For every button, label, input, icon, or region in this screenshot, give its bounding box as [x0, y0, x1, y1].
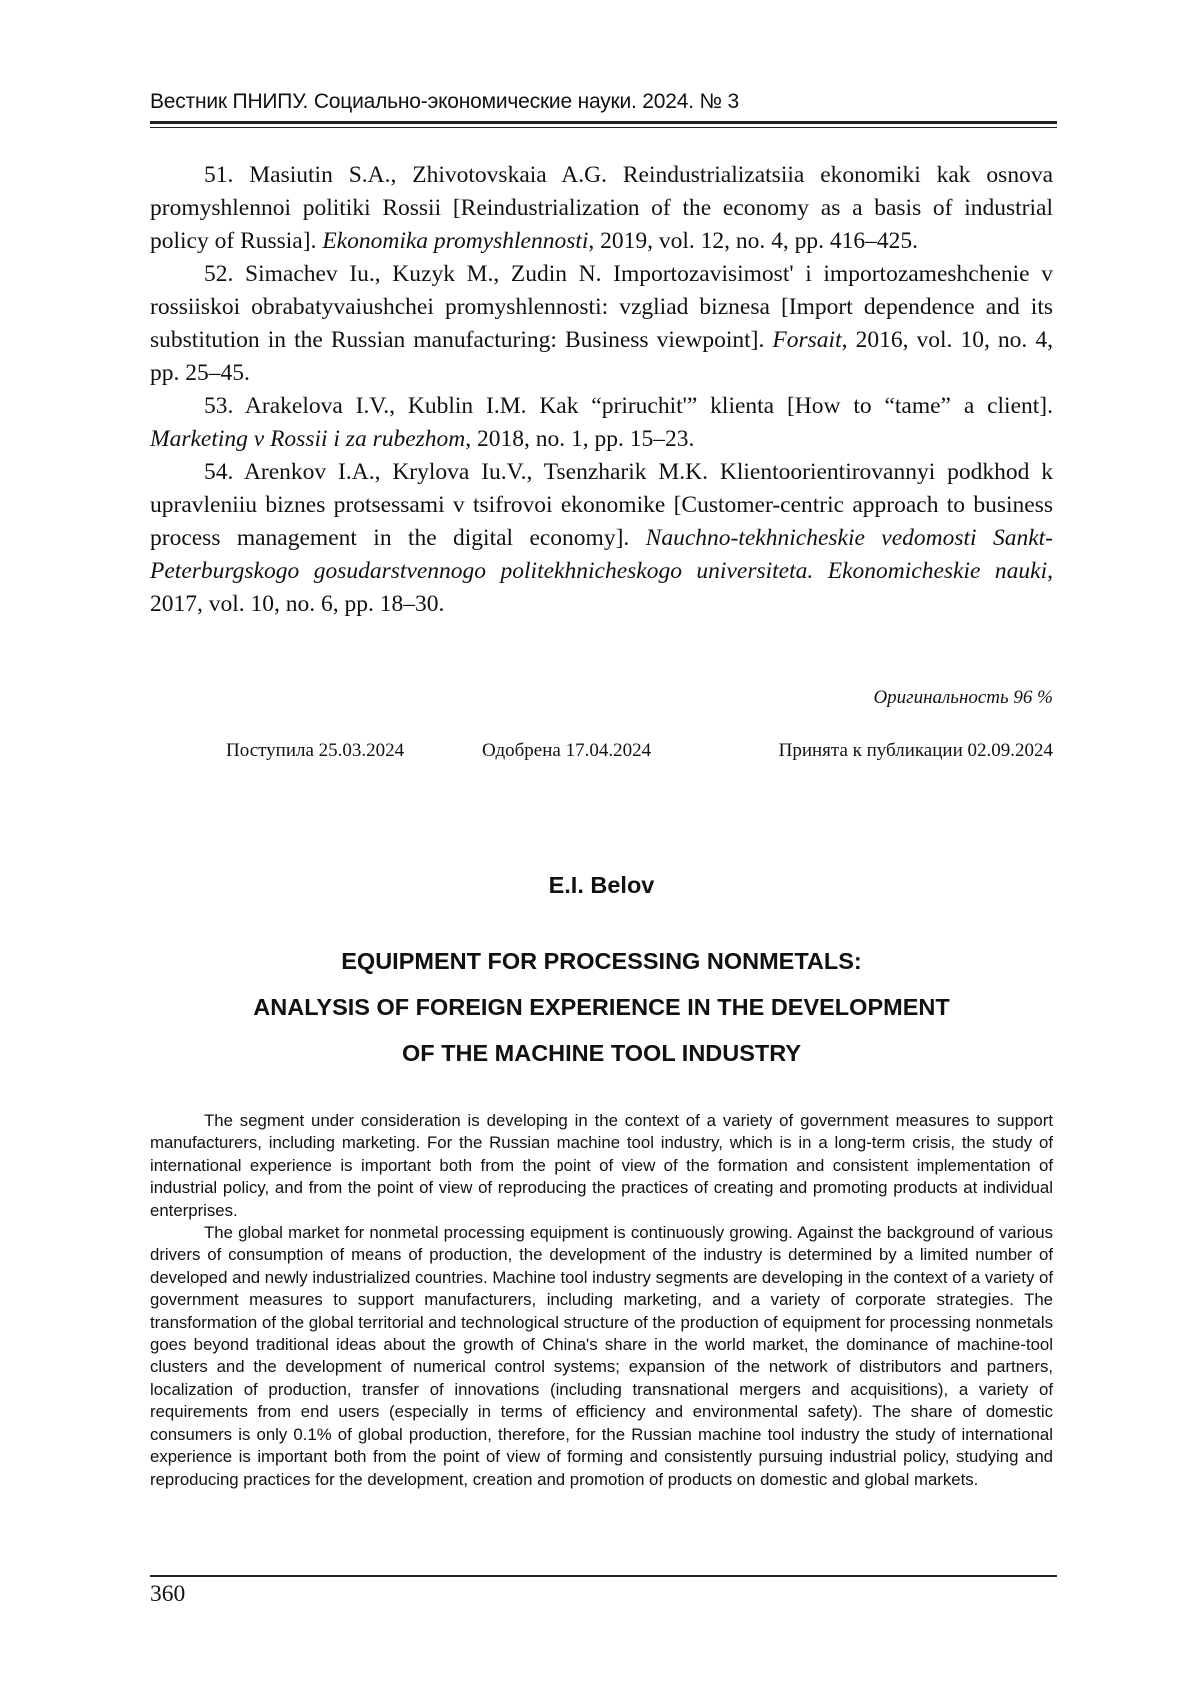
article-author: E.I. Belov [548, 872, 655, 898]
reference-details: , 2017, vol. 10, no. 6, pp. 18–30. [150, 558, 1053, 617]
reference-text: 54. Arenkov I.A., Krylova Iu.V., Tsenzharik M.K. Klientoorientirovannyi podkhod k upravleniiu biznes protsessami v tsifrovoi ekonomike [Customer-centric approach to business process management in the digital economy]. [150, 459, 1053, 551]
reference-journal: Nauchno-tekhnicheskie vedomosti Sankt-Peterburgskogo gosudarstvennogo politekhnicheskogo universiteta. Ekonomicheskie nauki [150, 525, 1053, 584]
reference-item [150, 456, 1053, 621]
reference-details: , 2018, no. 1, pp. 15–23. [465, 426, 695, 452]
reference-details: , 2016, vol. 10, no. 4, pp. 25–45. [150, 327, 1053, 386]
reference-item [150, 258, 1053, 390]
header-rule-thin [150, 127, 1057, 128]
reference-journal: Forsait [772, 327, 842, 353]
date-approved: Одобрена 17.04.2024 [482, 740, 652, 761]
header-rule [150, 121, 1057, 124]
date-accepted: Принята к публикации 02.09.2024 [778, 740, 1053, 761]
reference-text: 53. Arakelova I.V., Kublin I.M. Kak “priruchit'” klienta [How to “tame” a client]. [204, 393, 1053, 419]
date-received: Поступила 25.03.2024 [226, 740, 405, 761]
reference-journal: Ekonomika promyshlennosti [322, 228, 589, 254]
reference-item [150, 390, 1053, 456]
reference-journal: Marketing v Rossii i za rubezhom [150, 426, 466, 452]
reference-details: , 2019, vol. 12, no. 4, pp. 416–425. [588, 228, 919, 254]
article-title-line: OF THE MACHINE TOOL INDUSTRY [401, 1040, 802, 1066]
reference-text: 51. Masiutin S.A., Zhivotovskaia A.G. Reindustrializatsiia ekonomiki kak osnova promyshlennoi politiki Rossii [Reindustrialization of the economy as a basis of industrial policy of Russia]. [150, 162, 1053, 254]
abstract-paragraph: The segment under consideration is developing in the context of a variety of government measures to support manufacturers, including marketing. For the Russian machine tool industry, which is in a long-term crisis, the study of international experience is important both from the point of view of the formation and consistent implementation of industrial policy, and from the point of view of reproducing the practices of creating and promoting products at individual enterprises. [150, 1111, 1053, 1220]
reference-text: 52. Simachev Iu., Kuzyk M., Zudin N. Importozavisimost' i importozameshchenie v rossiiskoi obrabatyvaiushchei promyshlennosti: vzgliad biznesa [Import dependence and its substitution in the Russian manufacturing: Business viewpoint]. [150, 261, 1053, 353]
reference-list [150, 159, 1053, 621]
page-number: 360 [150, 1581, 186, 1607]
running-header: Вестник ПНИПУ. Социально-экономические науки. 2024. № 3 [150, 90, 739, 113]
originality-note: Оригинальность 96 % [873, 687, 1053, 708]
reference-item [150, 159, 1053, 258]
abstract-paragraph: The global market for nonmetal processing equipment is continuously growing. Against the background of various drivers of consumption of means of production, the development of the industry is determined by a limited number of developed and newly industrialized countries. Machine tool industry segments are developing in the context of a variety of government measures to support manufacturers, including marketing, and a variety of corporate strategies. The transformation of the global territorial and technological structure of the production of equipment for processing nonmetals goes beyond traditional ideas about the growth of China's share in the world market, the dominance of machine-tool clusters and the development of numerical control systems; expansion of the network of distributors and partners, localization of production, transfer of innovations (including transnational mergers and acquisitions), a variety of requirements from end users (especially in terms of efficiency and environmental safety). The share of domestic consumers is only 0.1% of global production, therefore, for the Russian machine tool industry the study of international experience is important both from the point of view of forming and consistently pursuing industrial policy, studying and reproducing practices for the development, creation and promotion of products on domestic and global markets. [150, 1223, 1053, 1489]
article-abstract [150, 1110, 1053, 1491]
footer-rule [150, 1575, 1057, 1577]
article-title-line: ANALYSIS OF FOREIGN EXPERIENCE IN THE DEVELOPMENT [253, 994, 950, 1020]
article-title-line: EQUIPMENT FOR PROCESSING NONMETALS: [341, 948, 862, 974]
article-title [150, 938, 1053, 1076]
